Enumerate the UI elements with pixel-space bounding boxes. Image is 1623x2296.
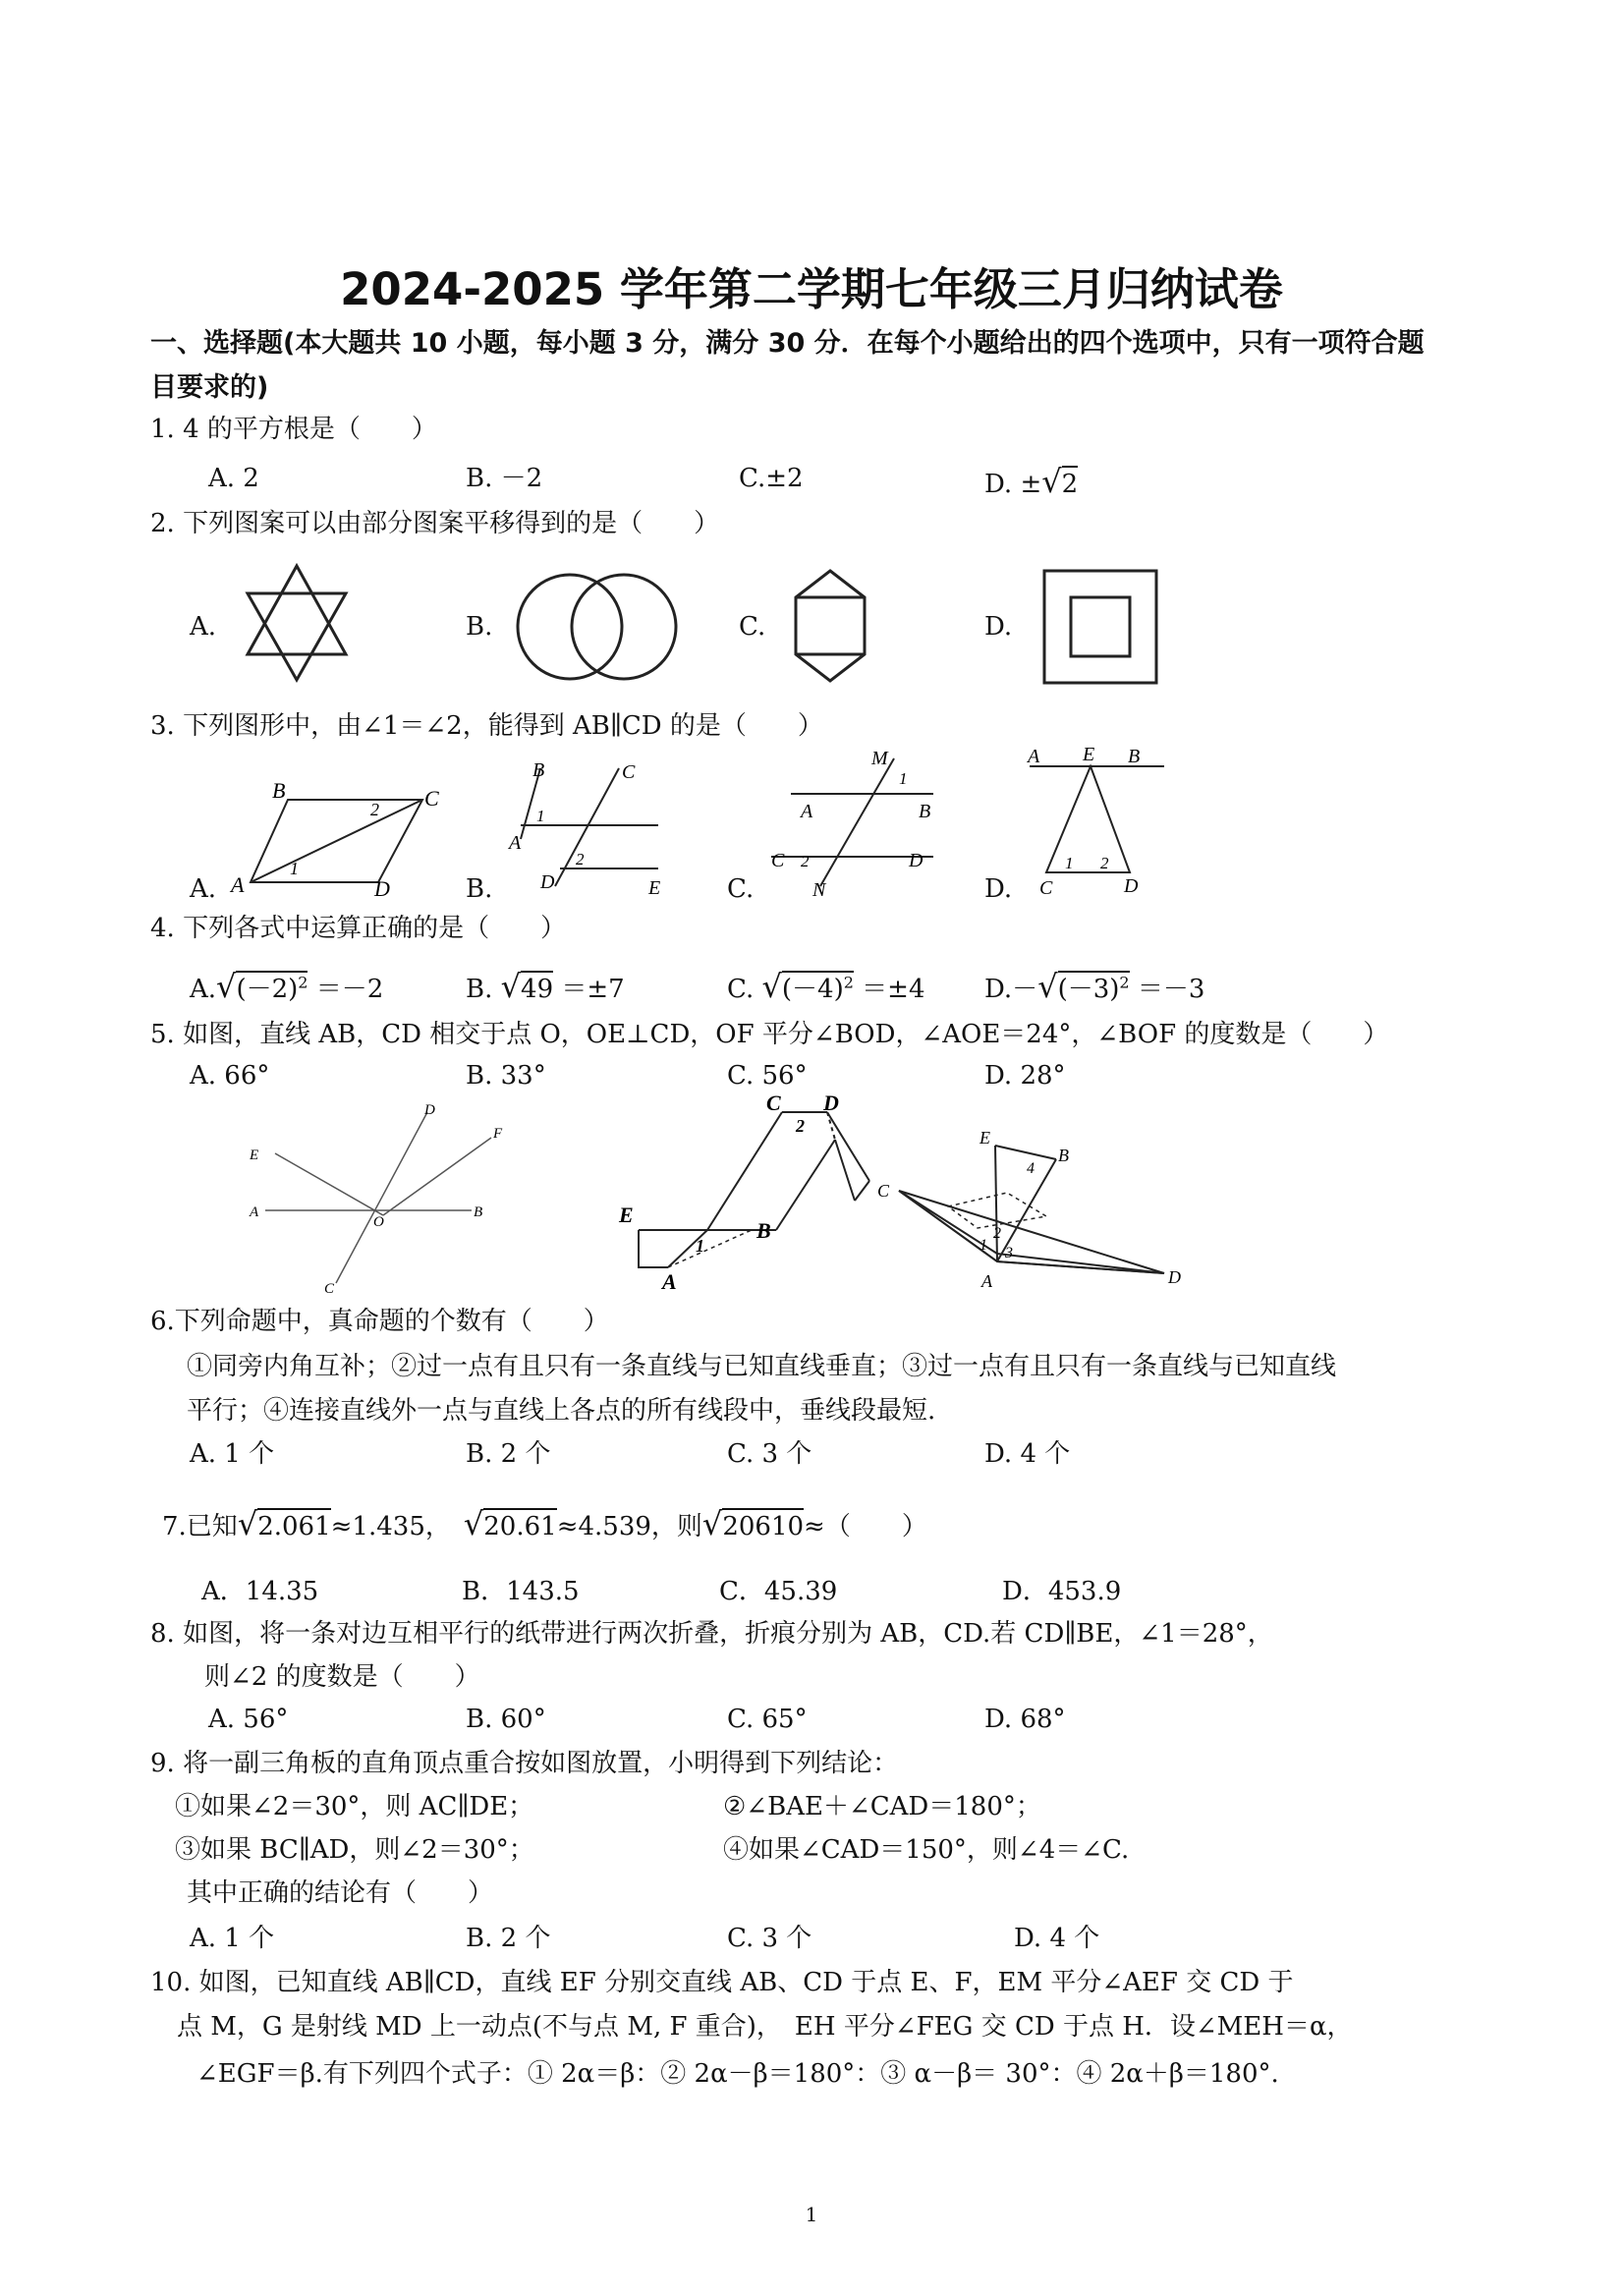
q4-option-c: C. $√(-4)^2 =\pm 4$ [727, 968, 925, 1005]
q8-option-b: B. 60° [466, 1705, 546, 1734]
q1-option-d: D. ±√2 [984, 463, 1079, 500]
label-C: C [771, 850, 785, 871]
angle-2-label: 2 [1100, 854, 1109, 872]
label-C: C [324, 1281, 335, 1297]
angle-1-label: 1 [536, 807, 545, 825]
q6-option-c: C. 3 个 [727, 1439, 812, 1469]
label-A: A [662, 1269, 677, 1294]
label-A: A [231, 872, 245, 897]
q8-option-a: A. 56° [208, 1705, 289, 1734]
angle-2-label: 2 [576, 850, 585, 868]
q3-option-c: C. [727, 874, 755, 904]
q7-option-a: A．14.35 [201, 1577, 319, 1606]
q7-option-b: B．143.5 [462, 1577, 580, 1606]
q6-statement-line2: 平行；④连接直线外一点与直线上各点的所有线段中，垂线段最短. [187, 1396, 936, 1426]
q4-option-a: $A.√(-2)^2 =-2$ [190, 968, 384, 1005]
label-E: E [648, 877, 661, 899]
label-A: A [250, 1204, 259, 1220]
section-heading-cont: 目要求的) [150, 372, 269, 403]
q5-option-a: A. 66° [190, 1061, 270, 1091]
q2-option-c: C. [739, 612, 766, 642]
label-B: B [474, 1204, 483, 1220]
nested-squares-figure [1041, 568, 1159, 686]
label-E: E [979, 1128, 990, 1148]
q2-stem: 2. 下列图案可以由部分图案平移得到的是（ ） [150, 509, 720, 538]
angle-1-label: 1 [979, 1237, 987, 1254]
label-B: B [1128, 746, 1141, 767]
q9-conclusion-2: ②∠BAE＋∠CAD＝180°； [723, 1792, 1041, 1821]
q3-transversal-figure-b [501, 758, 678, 906]
q10-stem-line3: ∠EGF＝β.有下列四个式子：① 2α＝β：② 2α－β＝180°：③ α－β＝ 30°：④ 2α＋β＝180°. [196, 2059, 1279, 2089]
label-M: M [871, 748, 888, 769]
q9-conclusion-4: ④如果∠CAD＝150°，则∠4＝∠C. [723, 1835, 1130, 1865]
angle-2-label: 2 [993, 1225, 1001, 1242]
q8-stem-line2: 则∠2 的度数是（ ） [204, 1662, 480, 1692]
label-B: B [1058, 1146, 1069, 1165]
angle-3-label: 3 [1005, 1245, 1013, 1261]
label-D: D [424, 1102, 435, 1118]
q4-option-b: B. √49 ＝±7 [466, 968, 625, 1005]
q9-conclusion-3: ③如果 BC∥AD，则∠2＝30°； [175, 1835, 534, 1865]
hexagon-triangles-figure [786, 568, 874, 686]
label-D: D [540, 871, 555, 893]
q9-set-squares-figure [869, 1130, 1194, 1307]
label-D: D [1168, 1267, 1181, 1287]
label-E: E [619, 1203, 634, 1227]
label-A: A [981, 1271, 992, 1291]
label-D: D [823, 1091, 839, 1115]
label-C: C [766, 1091, 781, 1115]
q5-option-b: B. 33° [466, 1061, 546, 1091]
label-E: E [250, 1148, 259, 1163]
label-A: A [801, 801, 813, 822]
q9-option-a: A. 1 个 [190, 1924, 275, 1953]
q6-stem: 6.下列命题中，真命题的个数有（ ） [150, 1307, 609, 1336]
q8-stem-line1: 8. 如图，将一条对边互相平行的纸带进行两次折叠，折痕分别为 AB，CD.若 CD∥BE，∠1＝28°， [150, 1619, 1273, 1649]
q9-question: 其中正确的结论有（ ） [187, 1878, 494, 1908]
angle-2-label: 2 [801, 852, 810, 870]
q3-triangle-figure-d [1022, 744, 1169, 904]
q8-option-c: C. 65° [727, 1705, 808, 1734]
label-D: D [374, 876, 390, 901]
label-B: B [919, 801, 931, 822]
label-E: E [1083, 744, 1095, 765]
q5-stem: 5. 如图，直线 AB，CD 相交于点 O，OE⊥CD，OF 平分∠BOD，∠AOE＝24°，∠BOF 的度数是（ ） [150, 1020, 1389, 1049]
angle-2-label: 2 [370, 800, 379, 819]
q9-option-d: D. 4 个 [1014, 1924, 1100, 1953]
label-D: D [909, 850, 923, 871]
section-heading: 一、选择题(本大题共 10 小题，每小题 3 分，满分 30 分．在每个小题给出的四个选项中，只有一项符合题 [150, 328, 1425, 359]
angle-1-label: 1 [290, 859, 299, 878]
q5-option-c: C. 56° [727, 1061, 808, 1091]
q3-option-d: D. [984, 874, 1013, 904]
q1-option-b: B. －2 [466, 464, 543, 493]
exam-title: 2024-2025 学年第二学期七年级三月归纳试卷 [340, 263, 1283, 315]
label-B: B [532, 759, 545, 781]
q6-option-d: D. 4 个 [984, 1439, 1071, 1469]
q2-option-d: D. [984, 612, 1013, 642]
overlapping-circles-figure [511, 570, 688, 683]
q3-option-b: B. [466, 874, 493, 904]
star-of-david-figure [236, 560, 364, 688]
label-N: N [812, 879, 826, 901]
q4-option-d: $D.-√(-3)^2 =-3$ [984, 968, 1205, 1005]
label-C: C [1039, 877, 1053, 899]
page-number: 1 [805, 2203, 818, 2226]
label-F: F [493, 1126, 503, 1142]
q9-option-b: B. 2 个 [466, 1924, 551, 1953]
q5-intersecting-lines-figure [246, 1100, 511, 1297]
angle-1-label: 1 [899, 769, 908, 788]
q7-option-d: D．453.9 [1002, 1577, 1122, 1606]
q2-option-b: B. [466, 612, 493, 642]
q3-parallelogram-figure [221, 776, 447, 899]
q10-stem-line2: 点 M，G 是射线 MD 上一动点(不与点 M, F 重合)， EH 平分∠FEG 交 CD 于点 H．设∠MEH＝α， [177, 2012, 1353, 2042]
angle-4-label: 4 [1027, 1160, 1035, 1177]
angle-2-label: 2 [796, 1116, 805, 1136]
q1-stem: 1. 4 的平方根是（ ） [150, 415, 437, 444]
q4-stem: 4. 下列各式中运算正确的是（ ） [150, 914, 567, 943]
angle-1-label: 1 [1065, 854, 1074, 872]
q5-option-d: D. 28° [984, 1061, 1066, 1091]
label-A: A [509, 832, 522, 854]
q2-option-a: A. [190, 612, 217, 642]
q7-option-c: C．45.39 [719, 1577, 838, 1606]
q9-option-c: C. 3 个 [727, 1924, 812, 1953]
label-C: C [877, 1181, 890, 1201]
q8-folded-strip-figure [619, 1092, 904, 1299]
q3-transversal-figure-c [761, 747, 948, 904]
q6-statement-line1: ①同旁内角互补；②过一点有且只有一条直线与已知直线垂直；③过一点有且只有一条直线与已知直线 [187, 1352, 1337, 1381]
q1-option-a: A. 2 [208, 464, 259, 493]
label-B: B [756, 1218, 771, 1243]
angle-1-label: 1 [696, 1236, 704, 1256]
label-B: B [272, 778, 286, 803]
q9-stem: 9. 将一副三角板的直角顶点重合按如图放置，小明得到下列结论： [150, 1749, 899, 1778]
q10-stem-line1: 10. 如图，已知直线 AB∥CD，直线 EF 分别交直线 AB、CD 于点 E、F，EM 平分∠AEF 交 CD 于 [150, 1968, 1294, 1997]
label-D: D [1124, 875, 1139, 897]
q7-stem: 7.已知√2.061≈1.435， √20.61≈4.539，则√20610≈（ ） [162, 1505, 927, 1542]
q6-option-a: A. 1 个 [190, 1439, 275, 1469]
label-O: O [373, 1214, 384, 1230]
q3-stem: 3. 下列图形中，由∠1＝∠2，能得到 AB∥CD 的是（ ） [150, 711, 823, 741]
label-C: C [622, 761, 636, 783]
label-A: A [1028, 746, 1040, 767]
q9-conclusion-1: ①如果∠2＝30°，则 AC∥DE； [175, 1792, 534, 1821]
q6-option-b: B. 2 个 [466, 1439, 551, 1469]
label-C: C [424, 786, 439, 811]
q1-option-c: C.±2 [739, 464, 804, 493]
q8-option-d: D. 68° [984, 1705, 1066, 1734]
q3-option-a: A. [190, 874, 217, 904]
